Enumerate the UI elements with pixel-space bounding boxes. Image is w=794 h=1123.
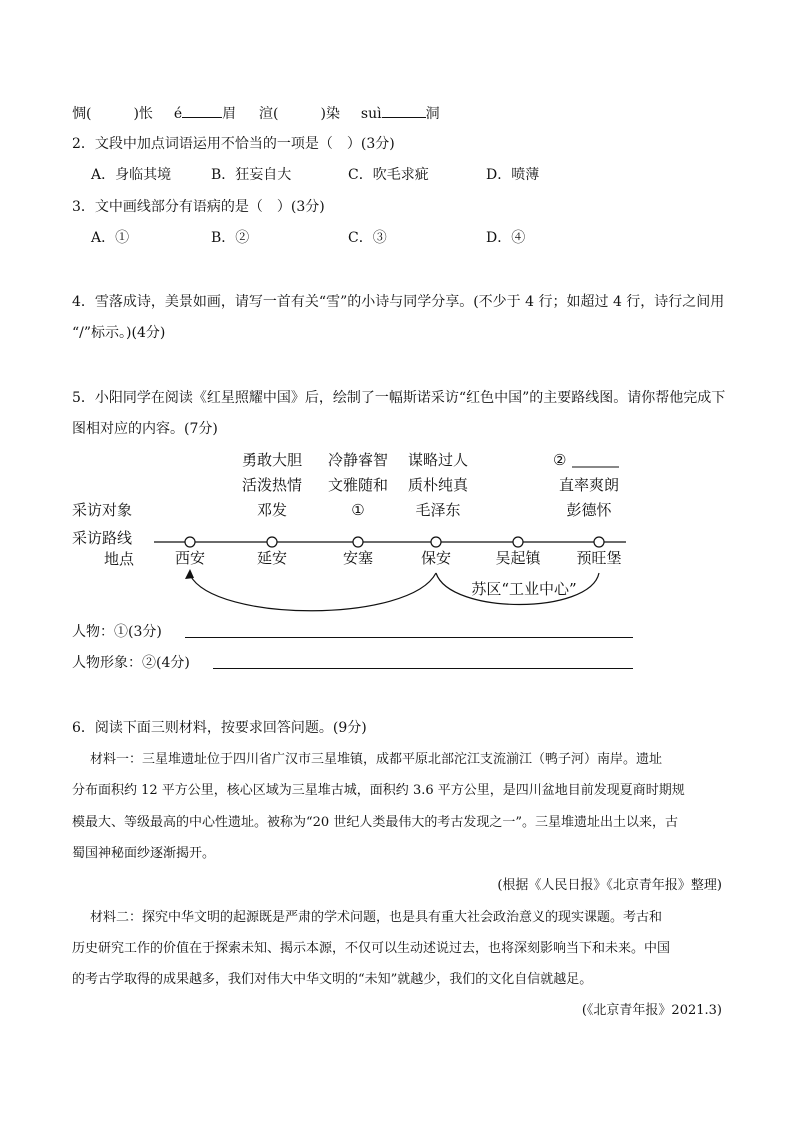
return-arc-baoan-to-xian — [190, 573, 436, 611]
material-1-line3: 模最大、等级最高的中心性遗址。被称为“20 世纪人类最伟大的考古发现之一”。三星堆遗址出土以来，古 — [72, 815, 678, 830]
route-node-wuqizhen — [513, 537, 523, 547]
q3-stem: 3．文中画线部分有语病的是（ ）(3分) — [72, 199, 325, 215]
person-deng: 邓发 — [256, 501, 288, 519]
place-yuwangbao: 预旺堡 — [576, 549, 622, 567]
trait-peng-blank-label: ② — [553, 451, 567, 469]
q5-answer1-label: 人物：①(3分) — [72, 624, 162, 640]
q1-item-d-char: 洞 — [425, 106, 440, 122]
material-1-line4: 蜀国神秘面纱逐渐揭开。 — [72, 846, 216, 861]
q3-option-a[interactable]: A．① — [91, 230, 130, 246]
q5-answer2-label: 人物形象：②(4分) — [72, 655, 190, 671]
q3-option-d[interactable]: D．④ — [486, 230, 526, 246]
q1-blank-d[interactable] — [382, 103, 426, 118]
trait-zhou-1: 冷静睿智 — [327, 451, 389, 469]
material-2-source: (《北京青年报》2021.3) — [581, 1003, 722, 1018]
place-baoan: 保安 — [420, 549, 452, 567]
q2-option-a[interactable]: A．身临其境 — [91, 167, 172, 183]
material-1-line2: 分布面积约 12 平方公里，核心区域为三星堆古城，面积约 3.6 平方公里，是四川盆地目前发现夏商时期规 — [72, 783, 685, 798]
material-1-source: (根据《人民日报》《北京青年报》整理) — [497, 878, 722, 893]
route-diagram — [0, 445, 794, 625]
q1-item-c-close: )染 — [320, 106, 340, 122]
trait-mao-2: 质朴纯真 — [407, 476, 469, 494]
material-2-line1: 材料二：探究中华文明的起源既是严肃的学术问题，也是具有重大社会政治意义的现实课题。考古和 — [90, 910, 663, 925]
row-label-route: 采访路线 — [72, 529, 133, 547]
q1-blank-b[interactable] — [182, 103, 222, 118]
q1-item-a-close: )怅 — [133, 106, 153, 122]
person-peng: 彭德怀 — [566, 501, 612, 519]
q1-item-b-char: 眉 — [222, 106, 237, 122]
trait-peng-2: 直率爽朗 — [558, 476, 620, 494]
q4-stem-line1: 4．雪落成诗，美景如画，请写一首有关“雪”的小诗与同学分享。(不少于 4 行；如超过 4 行，诗行之间用 — [72, 294, 725, 310]
person-mao: 毛泽东 — [415, 501, 461, 519]
q6-stem: 6．阅读下面三则材料，按要求回答问题。(9分) — [72, 720, 367, 736]
q4-stem-line2: “/”标示。)(4分) — [72, 325, 166, 341]
material-2-line3: 的考古学取得的成果越多，我们对伟大中华文明的“未知”就越少，我们的文化自信就越足。 — [72, 972, 593, 987]
q1-item-a-open: 惆( — [72, 106, 92, 122]
arc-label-industrial-center: 苏区“工业中心” — [471, 580, 577, 598]
route-node-yuwangbao — [594, 537, 604, 547]
trait-mao-1: 谋略过人 — [407, 451, 469, 469]
q5-stem-line2: 图相对应的内容。(7分) — [72, 421, 218, 437]
q1-item-b-pinyin: é — [173, 106, 183, 122]
place-wuqizhen: 吴起镇 — [495, 549, 541, 567]
place-xian: 西安 — [174, 549, 206, 567]
material-2-line2: 历史研究工作的价值在于探索未知、揭示本源，不仅可以生动述说过去，也将深刻影响当下和未来。中国 — [72, 941, 671, 956]
q3-option-c[interactable]: C．③ — [348, 230, 387, 246]
route-node-baoan — [431, 537, 441, 547]
route-node-ansai — [353, 537, 363, 547]
q1-item-d-pinyin: suì — [360, 106, 382, 122]
place-ansai: 安塞 — [342, 549, 374, 567]
q3-option-b[interactable]: B．② — [211, 230, 250, 246]
q2-option-c[interactable]: C．吹毛求疵 — [348, 167, 429, 183]
arc-arrowhead — [185, 569, 194, 579]
material-1-line1: 材料一：三星堆遗址位于四川省广汉市三星堆镇，成都平原北部沱江支流湔江（鸭子河）南岸。遗址 — [90, 752, 663, 767]
q5-stem-line1: 5．小阳同学在阅读《红星照耀中国》后，绘制了一幅斯诺采访“红色中国”的主要路线图。请你帮他完成下 — [72, 390, 726, 406]
q1-pinyin-line — [72, 103, 440, 123]
q5-answer2-line[interactable] — [213, 668, 633, 669]
person-blank-1: ① — [351, 501, 365, 519]
q5-answer1-line[interactable] — [185, 637, 633, 638]
q2-option-d[interactable]: D．喷薄 — [486, 167, 540, 183]
place-yanan: 延安 — [256, 549, 288, 567]
row-label-place: 地点 — [104, 550, 135, 568]
route-node-xian — [185, 537, 195, 547]
q2-option-b[interactable]: B．狂妄自大 — [211, 167, 292, 183]
trait-deng-1: 勇敢大胆 — [241, 451, 303, 469]
trait-deng-2: 活泼热情 — [241, 476, 303, 494]
q2-stem: 2．文段中加点词语运用不恰当的一项是（ ）(3分) — [72, 136, 395, 152]
trait-zhou-2: 文雅随和 — [327, 476, 389, 494]
row-label-interviewee: 采访对象 — [72, 501, 133, 519]
q1-item-c-open: 渲( — [259, 106, 279, 122]
route-node-yanan — [267, 537, 277, 547]
